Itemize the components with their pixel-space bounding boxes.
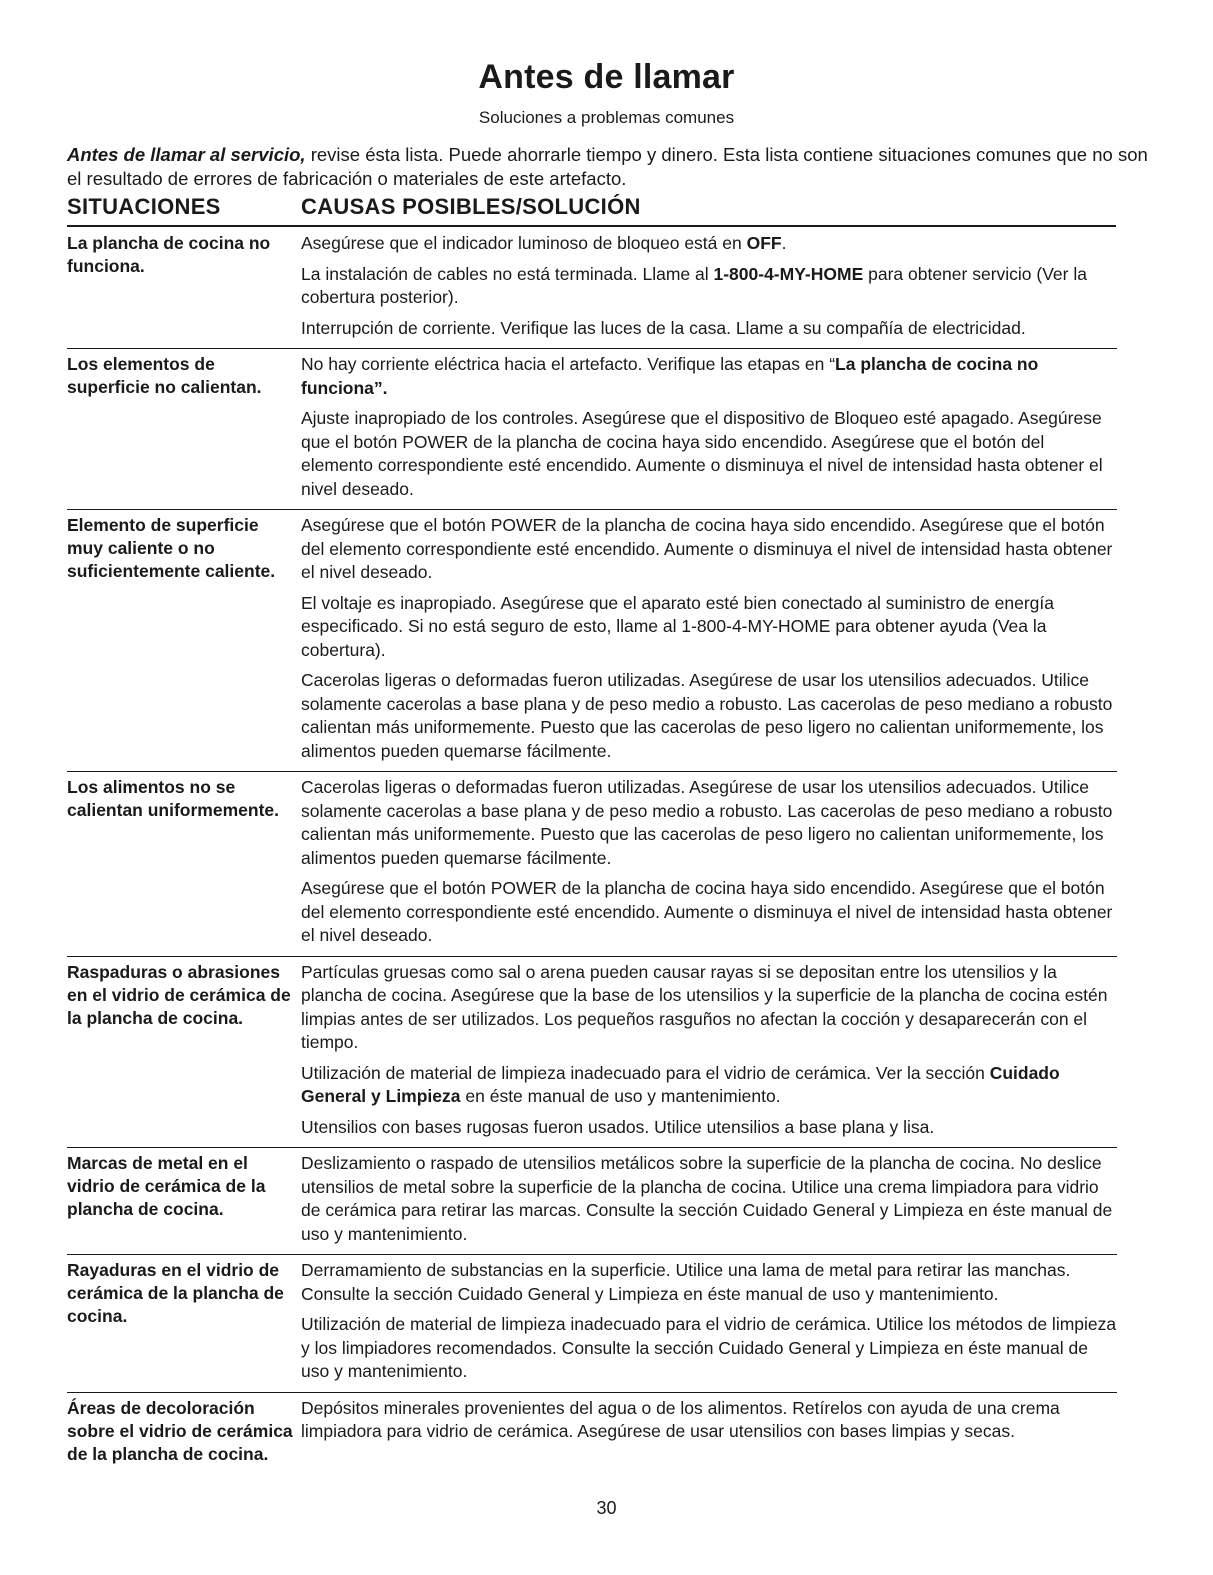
table-row (67, 956, 1117, 1148)
causes-cell (301, 776, 1117, 952)
cause-text-tail: en éste manual de uso y mantenimiento. (460, 1086, 781, 1106)
cause-text: Partículas gruesas como sal o arena pueden causar rayas si se depositan entre los utensilios y la plancha de cocina. Asegúrese que la base de los utensilios y la superficie de la plancha de cocina estén limpias antes de ser utilizados. Los pequeños rasguños no afectan la cocción y desaparecerán con el tiempo. (301, 961, 1108, 1052)
troubleshooting-table (67, 228, 1117, 1470)
column-header-causes: CAUSAS POSIBLES/SOLUCIÓN (301, 194, 641, 219)
cause-solution (301, 1313, 1117, 1384)
page-title: Antes de llamar (478, 58, 735, 96)
situation-label: Elemento de superficie muy caliente o no suficientemente caliente. (67, 515, 276, 581)
cause-text: Utensilios con bases rugosas fueron usados. Utilice utensilios a base plana y lisa. (301, 1116, 935, 1137)
cause-text: Derramamiento de substancias en la superficie. Utilice una lama de metal para retirar las manchas. Consulte la sección Cuidado General y Limpieza en éste manual de uso y mantenimiento. (301, 1260, 1071, 1304)
situation-label: Raspaduras o abrasiones en el vidrio de cerámica de la plancha de cocina. (67, 961, 291, 1028)
situation-label: Los alimentos no se calientan uniformemente. (67, 777, 279, 820)
cause-solution (301, 669, 1117, 763)
cause-solution (301, 407, 1117, 501)
cause-solution (301, 961, 1117, 1055)
situation-label: Áreas de decoloración sobre el vidrio de cerámica de la plancha de cocina. (67, 1397, 293, 1464)
cause-text: Depósitos minerales provenientes del agua o de los alimentos. Retírelos con ayuda de una crema limpiadora para vidrio de cerámica. Asegúrese de usar utensilios con bases limpias y secas. (301, 1397, 1060, 1441)
cause-solution (301, 1152, 1117, 1246)
intro-text: revise ésta lista. Puede ahorrarle tiempo y dinero. Esta lista contiene situaciones comunes que no son el resultado de errores de fabricación o materiales de este artefacto. (67, 144, 1148, 189)
cause-text: No hay corriente eléctrica hacia el artefacto. Verifique las etapas en “ (301, 354, 836, 374)
causes-cell (301, 232, 1117, 344)
table-row (67, 509, 1117, 771)
cause-solution (301, 353, 1117, 400)
situation-label: La plancha de cocina no funciona. (67, 233, 271, 276)
table-row (67, 348, 1117, 509)
situation-label: Rayaduras en el vidrio de cerámica de la plancha de cocina. (67, 1260, 284, 1326)
cause-emphasis: OFF (746, 233, 782, 253)
header-divider (67, 225, 1116, 227)
cause-emphasis: Cuidado General y Limpieza (301, 1062, 1060, 1106)
cause-solution (301, 592, 1117, 663)
causes-cell (301, 1152, 1117, 1250)
cause-solution (301, 232, 1117, 256)
cause-text: Asegúrese que el botón POWER de la plancha de cocina haya sido encendido. Asegúrese que el botón del elemento correspondiente esté encendido. Aumente o disminuya el nivel de intensidad hasta obtener el nivel deseado. (301, 878, 1113, 945)
cause-text-tail: para obtener servicio (Ver la cobertura posterior). (301, 263, 1087, 307)
page-number: 30 (596, 1498, 617, 1518)
cause-solution (301, 776, 1117, 870)
cause-text: Cacerolas ligeras o deformadas fueron utilizadas. Asegúrese de usar los utensilios adecuados. Utilice solamente cacerolas a base plana y de peso medio a robusto. Las cacerolas de peso mediano a robusto calientan más uniformemente. Puesto que las cacerolas de peso ligero no calientan uniformemente, los alimentos pueden quemarse fácilmente. (301, 670, 1113, 761)
cause-text: Interrupción de corriente. Verifique las luces de la casa. Llame a su compañía de electricidad. (301, 317, 1026, 338)
table-row (67, 1147, 1117, 1254)
causes-cell (301, 1259, 1117, 1388)
table-row (67, 228, 1117, 348)
cause-text: Utilización de material de limpieza inadecuado para el vidrio de cerámica. Utilice los métodos de limpieza y los limpiadores recomendados. Consulte la sección Cuidado General y Limpieza en éste manual de uso y mantenimiento. (301, 1314, 1117, 1381)
table-row (67, 771, 1117, 956)
column-header-situations: SITUACIONES (67, 194, 221, 219)
cause-text: Utilización de material de limpieza inadecuado para el vidrio de cerámica. Ver la sección (301, 1062, 990, 1083)
cause-emphasis: 1-800-4-MY-HOME (713, 263, 864, 284)
cause-solution (301, 1397, 1117, 1444)
causes-cell (301, 961, 1117, 1144)
cause-text: Deslizamiento o raspado de utensilios metálicos sobre la superficie de la plancha de cocina. No deslice utensilios de metal sobre la superficie de la plancha de cocina. Utilice una crema limpiadora para vidrio de cerámica para retirar las marcas. Consulte la sección Cuidado General y Limpieza en éste manual de uso y mantenimiento. (301, 1153, 1113, 1244)
intro-lead: Antes de llamar al servicio, (67, 144, 306, 165)
cause-solution (301, 877, 1117, 948)
cause-text-tail: . (781, 233, 787, 253)
cause-text: Asegúrese que el botón POWER de la plancha de cocina haya sido encendido. Asegúrese que el botón del elemento correspondiente esté encendido. Aumente o disminuya el nivel de intensidad hasta obtener el nivel deseado. (301, 515, 1113, 582)
situation-label: Marcas de metal en el vidrio de cerámica de la plancha de cocina. (67, 1153, 266, 1219)
causes-cell (301, 353, 1117, 505)
cause-emphasis: La plancha de cocina no funciona”. (301, 354, 1039, 398)
situation-label: Los elementos de superficie no calientan. (67, 354, 262, 397)
cause-text: Cacerolas ligeras o deformadas fueron utilizadas. Asegúrese de usar los utensilios adecuados. Utilice solamente cacerolas a base plana y de peso medio a robusto. Las cacerolas de peso mediano a robusto calientan más uniformemente. Puesto que las cacerolas de peso ligero no calientan uniformemente, los alimentos pueden quemarse fácilmente. (301, 777, 1113, 868)
intro-paragraph (67, 143, 1152, 191)
cause-text: El voltaje es inapropiado. Asegúrese que el aparato esté bien conectado al suministro de energía especificado. Si no está seguro de esto, llame al 1-800-4-MY-HOME para obtener ayuda (Vea la cobertura). (301, 592, 1054, 660)
cause-text: Asegúrese que el indicador luminoso de bloqueo está en (301, 233, 747, 253)
table-row (67, 1392, 1117, 1470)
cause-solution (301, 514, 1117, 585)
cause-solution (301, 1259, 1117, 1306)
causes-cell (301, 1397, 1117, 1466)
page-subtitle: Soluciones a problemas comunes (478, 108, 735, 127)
cause-solution (301, 317, 1117, 341)
cause-text: Ajuste inapropiado de los controles. Asegúrese que el dispositivo de Bloqueo esté apagado. Asegúrese que el botón POWER de la plancha de cocina haya sido encendido. Asegúrese que el botón del elemento correspondiente esté encendido. Aumente o disminuya el nivel de intensidad hasta obtener el nivel deseado. (301, 408, 1103, 499)
cause-solution (301, 1116, 1117, 1140)
cause-solution (301, 263, 1117, 310)
table-row (67, 1254, 1117, 1392)
causes-cell (301, 514, 1117, 767)
cause-text: La instalación de cables no está terminada. Llame al (301, 263, 714, 284)
cause-solution (301, 1062, 1117, 1109)
